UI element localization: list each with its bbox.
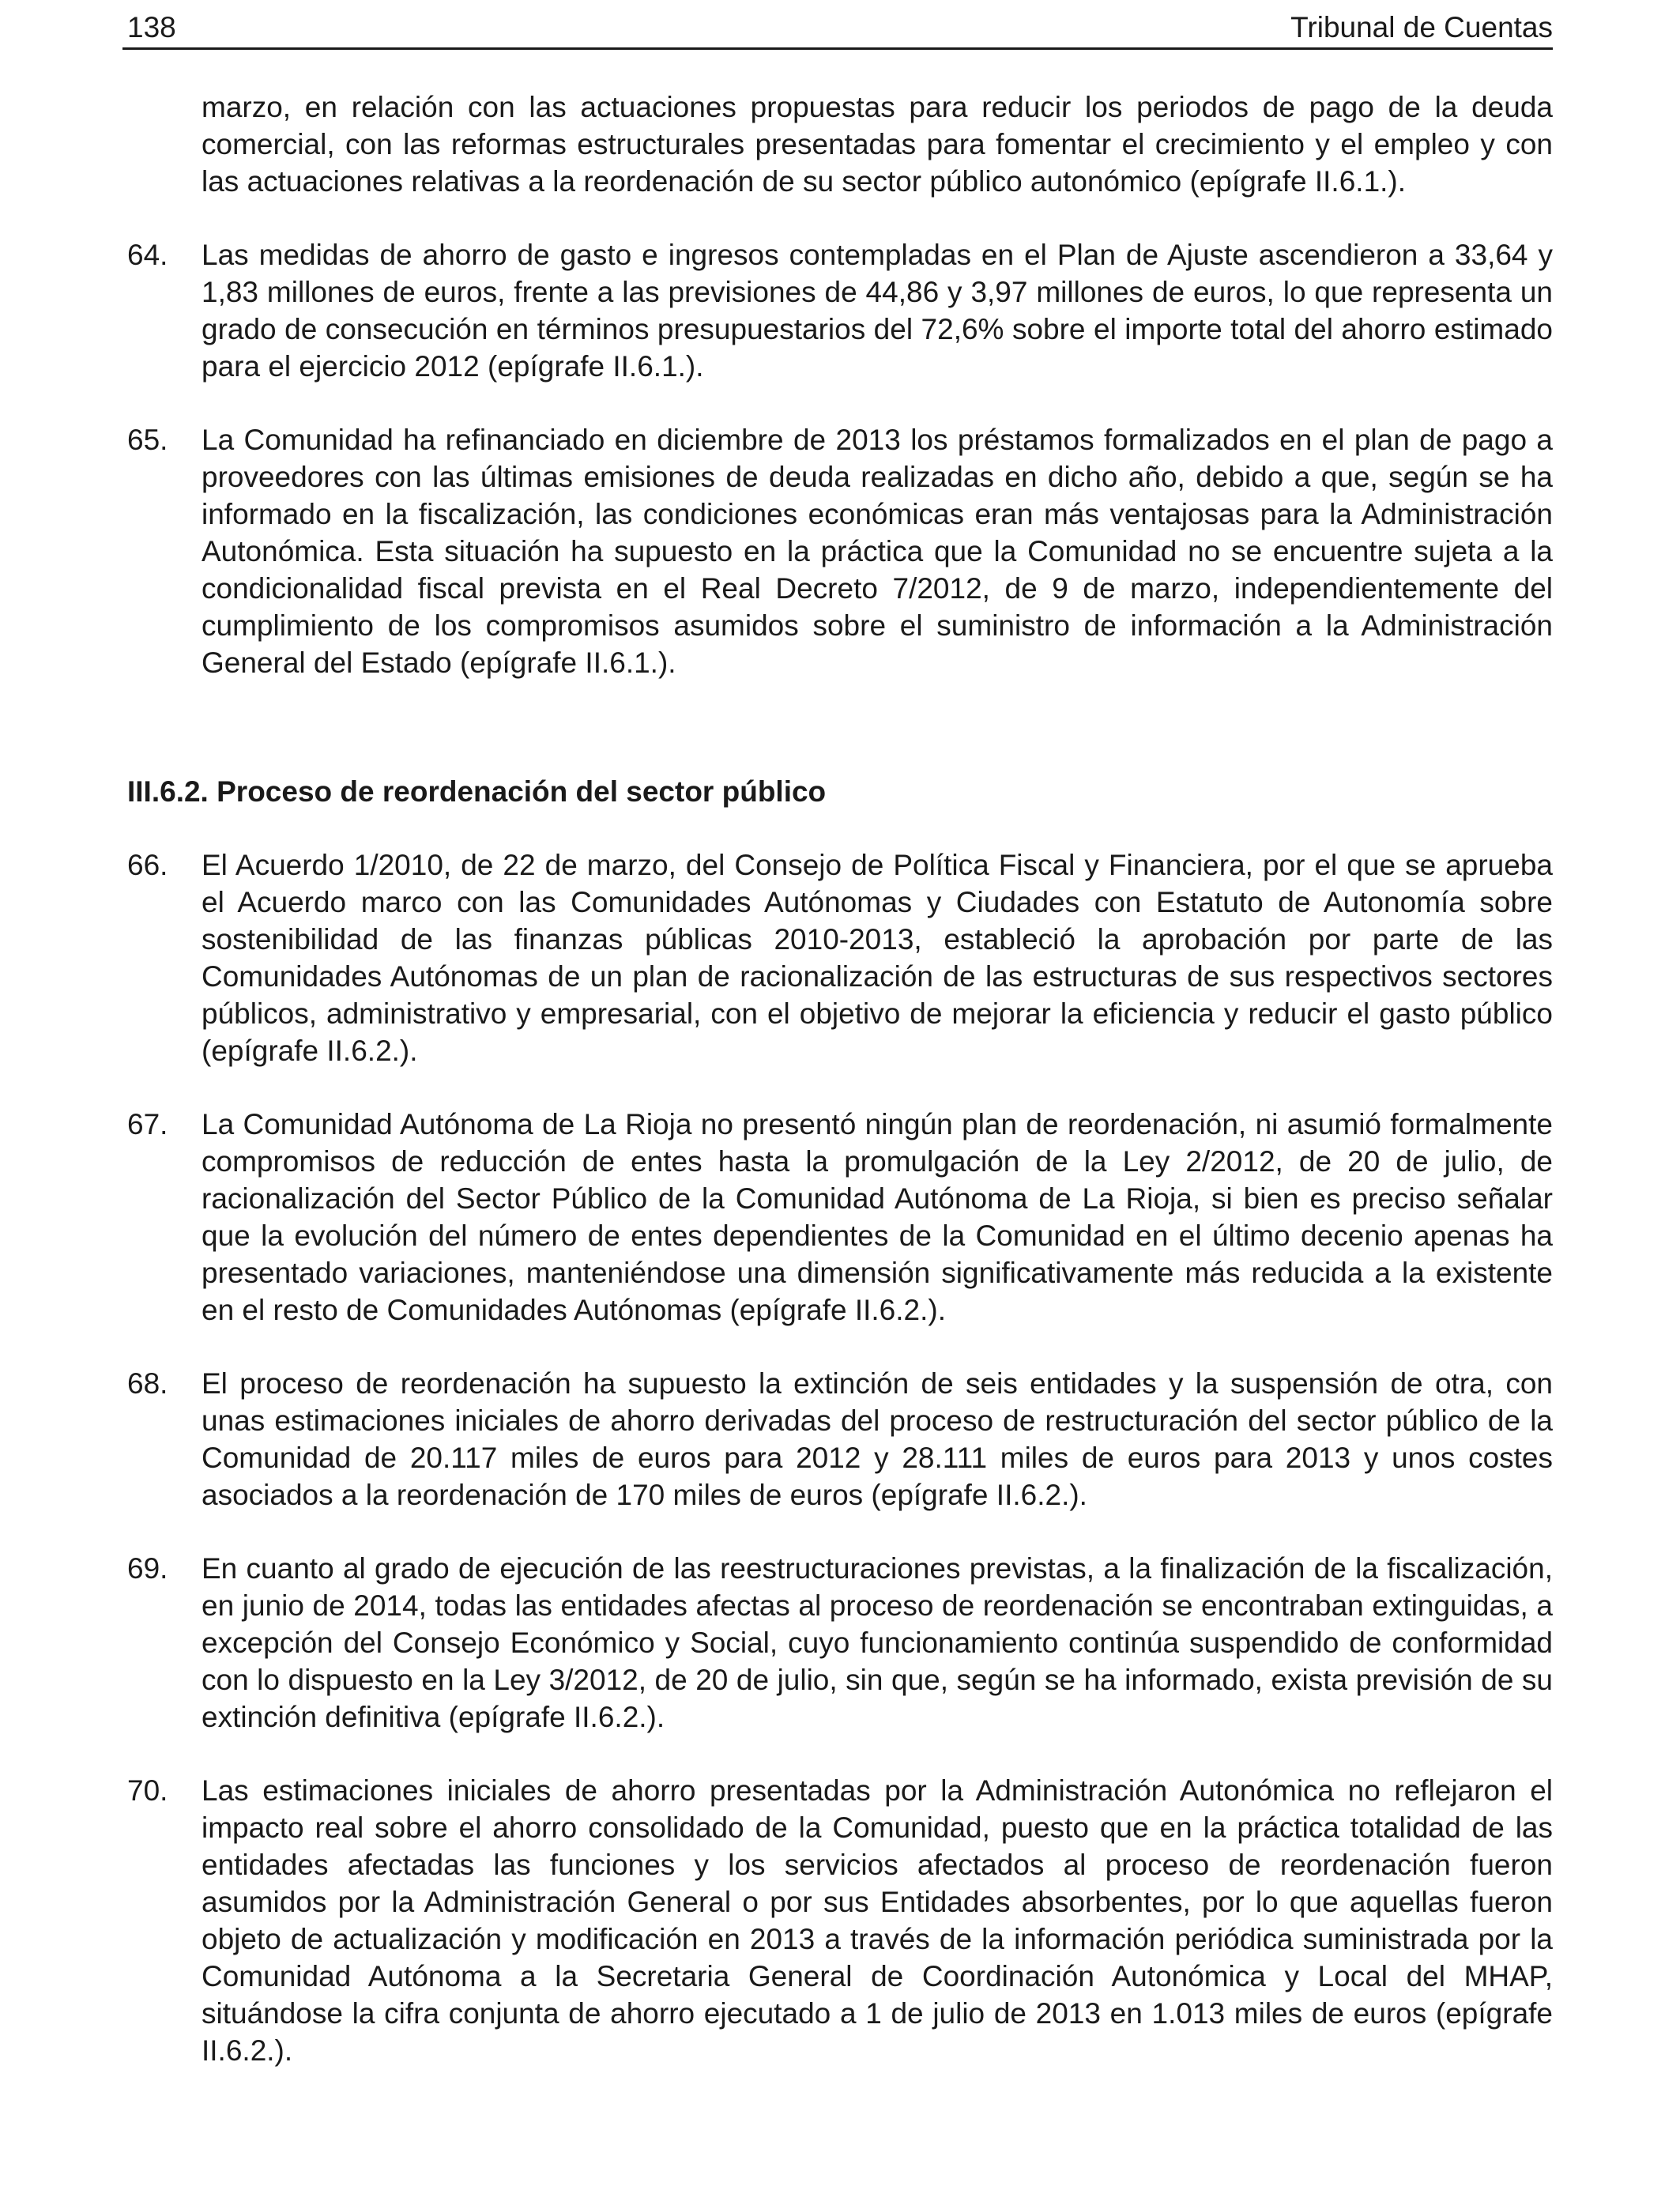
document-body bbox=[122, 89, 1553, 2105]
paragraph-text: En cuanto al grado de ejecución de las reestructuraciones previstas, a la finalización de la fiscalización, en junio de 2014, todas las entidades afectas al proceso de reordenación se encontraban extinguidas, a excepción del Consejo Económico y Social, cuyo funcionamiento continúa suspendido de conformidad con lo dispuesto en la Ley 3/2012, de 20 de julio, sin que, según se ha informado, exista previsión de su extinción definitiva (epígrafe II.6.2.). bbox=[202, 1552, 1553, 1733]
paragraph-text: marzo, en relación con las actuaciones propuestas para reducir los periodos de pago de la deuda comercial, con las reformas estructurales presentadas para fomentar el crecimiento y el empleo y con las actuaciones relativas a la reordenación de su sector público autonómico (epígrafe II.6.1.). bbox=[202, 91, 1553, 198]
paragraph-text: La Comunidad Autónoma de La Rioja no presentó ningún plan de reordenación, ni asumió formalmente compromisos de reducción de entes hasta la promulgación de la Ley 2/2012, de 20 de julio, de racionalización del Sector Público de la Comunidad Autónoma de La Rioja, si bien es preciso señalar que la evolución del número de entes dependientes de la Comunidad en el último decenio apenas ha presentado variaciones, manteniéndose una dimensión significativamente más reducida a la existente en el resto de Comunidades Autónomas (epígrafe II.6.2.). bbox=[202, 1108, 1553, 1326]
header-title: Tribunal de Cuentas bbox=[1290, 11, 1553, 43]
page-number: 138 bbox=[127, 11, 176, 43]
page-header bbox=[122, 8, 1553, 50]
section-heading: III.6.2. Proceso de reordenación del sector público bbox=[127, 775, 827, 808]
numbered-paragraph-64 bbox=[122, 236, 1553, 385]
paragraph-number: 64. bbox=[127, 239, 168, 271]
paragraph-number: 70. bbox=[127, 1774, 168, 1807]
numbered-paragraph-67 bbox=[122, 1106, 1553, 1329]
paragraph-text: El proceso de reordenación ha supuesto la extinción de seis entidades y la suspensión de otra, con unas estimaciones iniciales de ahorro derivadas del proceso de restructuración del sector público de la Comunidad de 20.117 miles de euros para 2012 y 28.111 miles de euros para 2013 y unos costes asociados a la reordenación de 170 miles de euros (epígrafe II.6.2.). bbox=[202, 1367, 1553, 1511]
numbered-paragraph-70 bbox=[122, 1772, 1553, 2069]
paragraph-number: 68. bbox=[127, 1367, 168, 1400]
numbered-paragraph-69 bbox=[122, 1550, 1553, 1736]
numbered-paragraph-66 bbox=[122, 846, 1553, 1069]
paragraph-number: 69. bbox=[127, 1552, 168, 1585]
paragraph-text: La Comunidad ha refinanciado en diciembre de 2013 los préstamos formalizados en el plan de pago a proveedores con las últimas emisiones de deuda realizadas en dicho año, debido a que, según se ha informado en la fiscalización, las condiciones económicas eran más ventajosas para la Administración Autonómica. Esta situación ha supuesto en la práctica que la Comunidad no se encuentre sujeta a la condicionalidad fiscal prevista en el Real Decreto 7/2012, de 9 de marzo, independientemente del cumplimiento de los compromisos asumidos sobre el suministro de información a la Administración General del Estado (epígrafe II.6.1.). bbox=[202, 424, 1553, 679]
paragraph-text: Las medidas de ahorro de gasto e ingresos contempladas en el Plan de Ajuste ascendieron a 33,64 y 1,83 millones de euros, frente a las previsiones de 44,86 y 3,97 millones de euros, lo que representa un grado de consecución en términos presupuestarios del 72,6% sobre el importe total del ahorro estimado para el ejercicio 2012 (epígrafe II.6.1.). bbox=[202, 239, 1553, 383]
paragraph-number: 65. bbox=[127, 424, 168, 456]
paragraph-text: Las estimaciones iniciales de ahorro presentadas por la Administración Autonómica no reflejaron el impacto real sobre el ahorro consolidado de la Comunidad, puesto que en la práctica totalidad de las entidades afectadas las funciones y los servicios afectados al proceso de reordenación fueron asumidos por la Administración General o por sus Entidades absorbentes, por lo que aquellas fueron objeto de actualización y modificación en 2013 a través de la información periódica suministrada por la Comunidad Autónoma a la Secretaria General de Coordinación Autonómica y Local del MHAP, situándose la cifra conjunta de ahorro ejecutado a 1 de julio de 2013 en 1.013 miles de euros (epígrafe II.6.2.). bbox=[202, 1774, 1553, 2067]
paragraph-number: 67. bbox=[127, 1108, 168, 1140]
paragraph-text: El Acuerdo 1/2010, de 22 de marzo, del Consejo de Política Fiscal y Financiera, por el que se aprueba el Acuerdo marco con las Comunidades Autónomas y Ciudades con Estatuto de Autonomía sobre sostenibilidad de las finanzas públicas 2010-2013, estableció la aprobación por parte de las Comunidades Autónomas de un plan de racionalización de las estructuras de sus respectivos sectores públicos, administrativo y empresarial, con el objetivo de mejorar la eficiencia y reducir el gasto público (epígrafe II.6.2.). bbox=[202, 849, 1553, 1067]
numbered-paragraph-68 bbox=[122, 1365, 1553, 1514]
continued-paragraph bbox=[122, 89, 1553, 200]
paragraph-number: 66. bbox=[127, 849, 168, 881]
numbered-paragraph-65 bbox=[122, 421, 1553, 681]
